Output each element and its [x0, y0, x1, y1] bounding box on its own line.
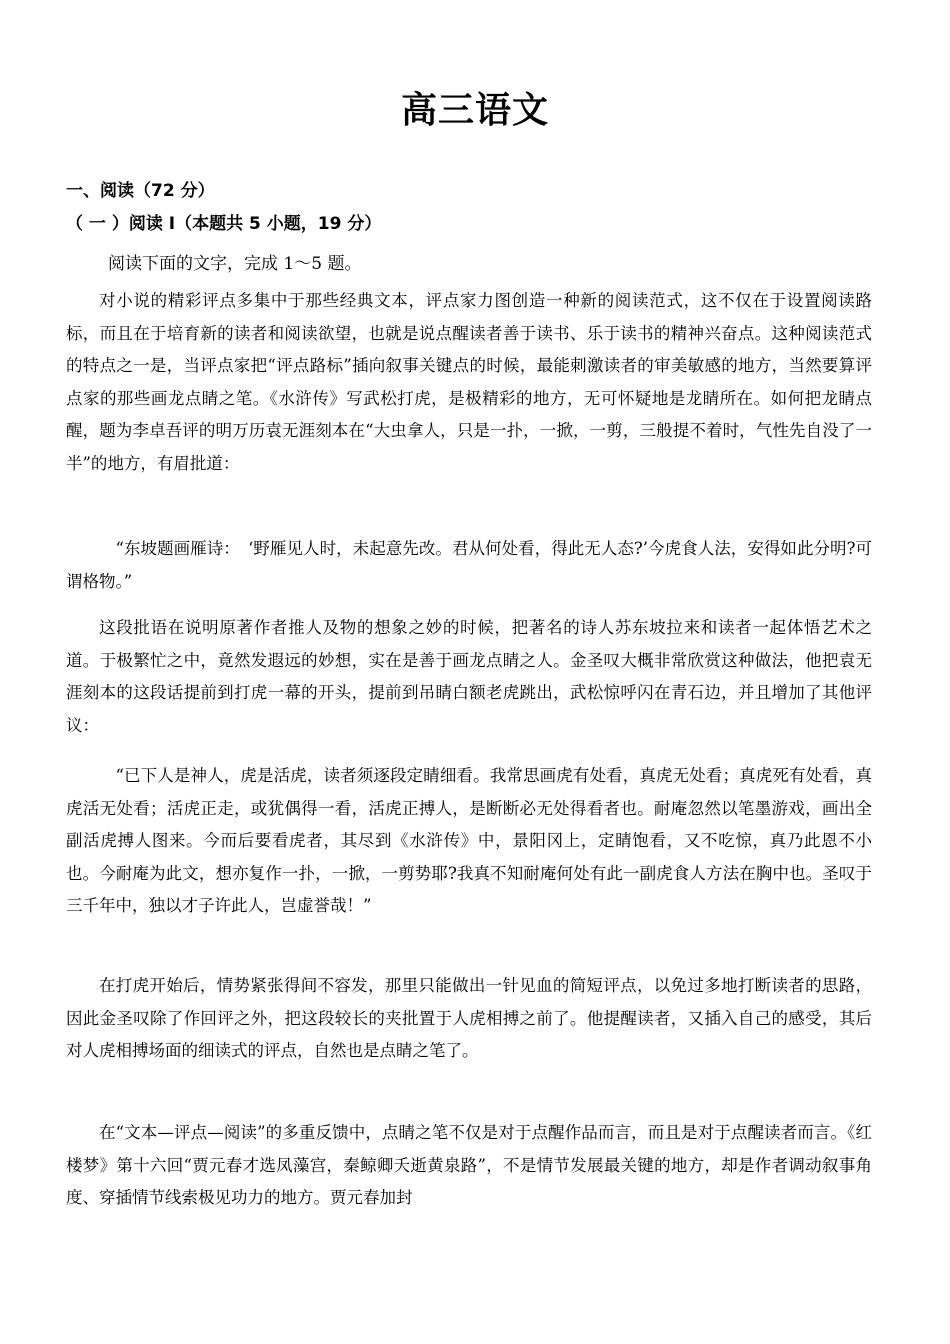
paragraph-3: 在打虎开始后，情势紧张得间不容发，那里只能做出一针见血的简短评点，以免过多地打断读者的思路，因此金圣叹除了作回评之外，把这段较长的夹批置于人虎相搏之前了。他提醒读者，又插入自己的感受，其后对人虎相搏场面的细读式的评点，自然也是点睛之笔了。: [66, 976, 872, 1060]
section-heading: 一、阅读（72 分）: [66, 181, 215, 201]
instruction-text: 阅读下面的文字，完成 1～5 题。: [108, 254, 362, 274]
paragraph-4: 在“文本—评点—阅读”的多重反馈中，点睛之笔不仅是对于点醒作品而言，而且是对于点醒读者而言。《红楼梦》第十六回“贾元春才选凤藻宫，秦鲸卿夭逝黄泉路”，不是情节发展最关键的地方，却是作者调动叙事角度、穿插情节线索极见功力的地方。贾元春加封: [66, 1123, 872, 1207]
quote-2: “已下人是神人，虎是活虎，读者须逐段定睛细看。我常思画虎有处看，真虎无处看；真虎死有处看，真虎活无处看；活虎正走，或犹偶得一看，活虎正搏人，是断断必无处得看者也。耐庵忽然以笔墨游戏，画出全副活虎搏人图来。今而后要看虎者，其尽到《水浒传》中，景阳冈上，定睛饱看，又不吃惊，真乃此恩不小也。今耐庵为此文，想亦复作一扑，一掀，一剪势耶?我真不知耐庵何处有此一副虎食人方法在胸中也。圣叹于三千年中，独以才子许此人，岂虚誉哉！”: [66, 766, 872, 915]
paragraph-2: 这段批语在说明原著作者推人及物的想象之妙的时候，把著名的诗人苏东坡拉来和读者一起体悟艺术之道。于极繁忙之中，竟然发遐远的妙想，实在是善于画龙点睛之人。金圣叹大概非常欣赏这种做法，他把袁无涯刻本的这段话提前到打虎一幕的开头，提前到吊睛白额老虎跳出，武松惊呼闪在青石边，并且增加了其他评议：: [66, 618, 872, 735]
page-title: 高三语文: [400, 90, 549, 131]
paragraph-1: 对小说的精彩评点多集中于那些经典文本，评点家力图创造一种新的阅读范式，这不仅在于设置阅读路标，而且在于培育新的读者和阅读欲望，也就是说点醒读者善于读书、乐于读书的精神兴奋点。这种阅读范式的特点之一是，当评点家把“评点路标”插向叙事关键点的时候，最能刺激读者的审美敏感的地方，当然要算评点家的那些画龙点睛之笔。《水浒传》写武松打虎，是极精彩的地方，无可怀疑地是龙睛所在。如何把龙睛点醒，题为李卓吾评的明万历袁无涯刻本在“大虫拿人，只是一扑，一掀，一剪，三般提不着时，气性先自没了一半”的地方，有眉批道：: [66, 291, 872, 473]
subsection-heading: （ 一 ）阅读 I（本题共 5 小题，19 分）: [66, 214, 382, 234]
quote-1: “东坡题画雁诗： ‘野雁见人时，未起意先改。君从何处看，得此无人态?’今虎食人法，安得如此分明?可谓格物。”: [66, 539, 872, 591]
